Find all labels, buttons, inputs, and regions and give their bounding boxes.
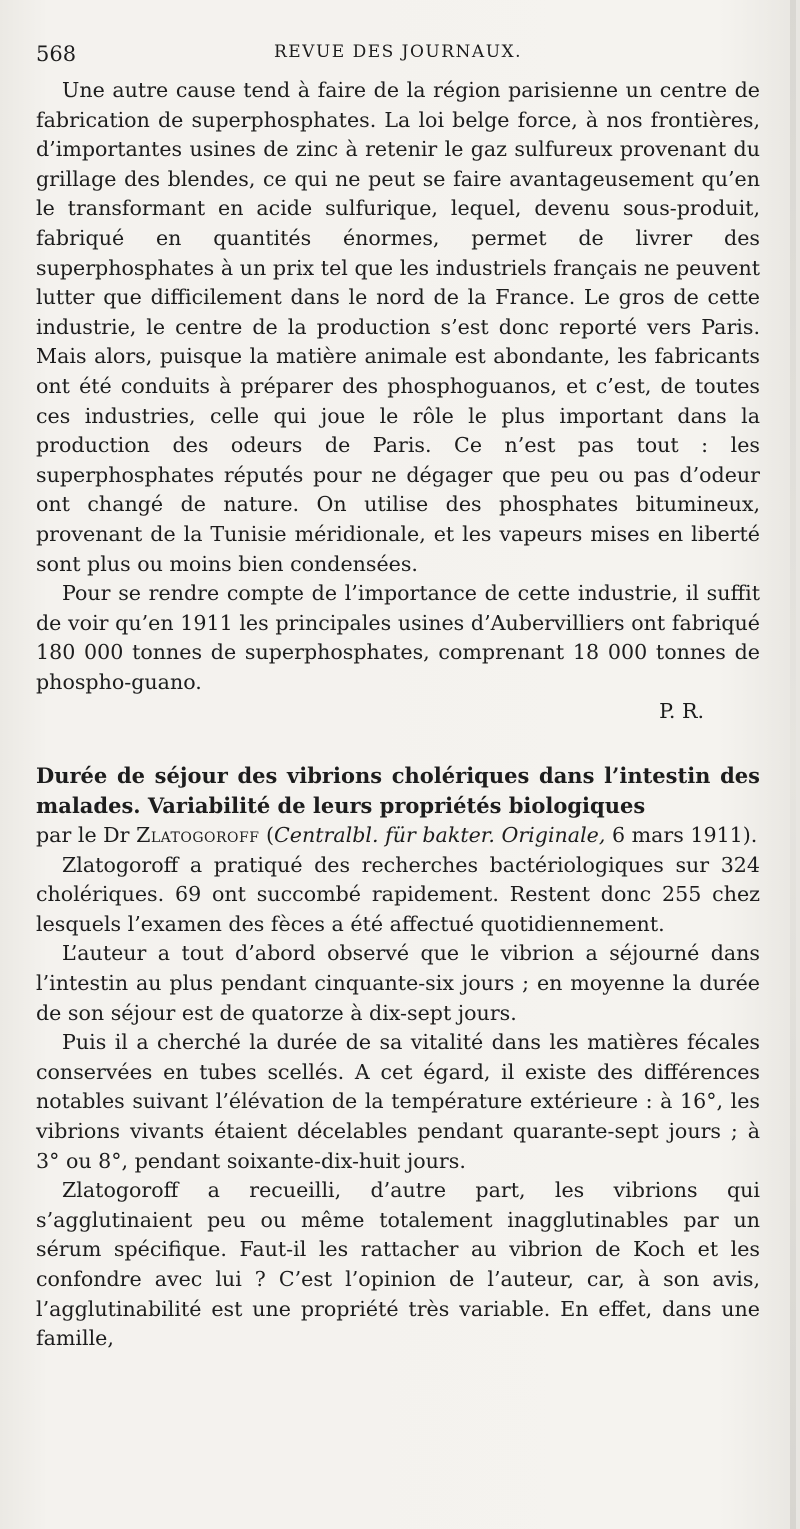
paragraph-vitality: Puis il a cherché la durée de sa vitalité dans les matières fécales conservées en tubes scellés. A cet égard, il existe des différences notables suivant l’élévation de la température extérieure : à 16°, les vibrions vivants étaient décelables pendant quarante-sept jours ; à 3° ou 8°, pendant soixante-dix-huit jours. (36, 1030, 760, 1173)
source-journal: Centralbl. für bakter. Originale, (274, 823, 606, 848)
author-name: Zlatogoroff (136, 823, 260, 848)
page-body (36, 76, 760, 1354)
page-edge-shadow (790, 0, 796, 1529)
paragraph-agglutination: Zlatogoroff a recueilli, d’autre part, les vibrions qui s’agglutinaient peu ou même totalement inagglutinables par un sérum spécifique. Faut-il les rattacher au vibrion de Koch et les confondre avec lui ? C’est l’opinion de l’auteur, car, à son avis, l’agglutinabilité est une propriété très variable. En effet, dans une famille, (36, 1178, 760, 1351)
running-title: REVUE DES JOURNAUX. (273, 42, 523, 62)
section-gap (36, 727, 760, 761)
source-date: 6 mars 1911). (605, 823, 758, 848)
article-byline (36, 821, 760, 851)
paragraph-duration: L’auteur a tout d’abord observé que le vibrion a séjourné dans l’intestin au plus pendant cinquante-six jours ; en moyenne la durée de son séjour est de quatorze à dix-sept jours. (36, 941, 760, 1025)
byline-prefix: par le Dr (36, 823, 137, 848)
signature-initials: P. R. (659, 699, 704, 724)
page-header (36, 36, 760, 68)
source-open: ( (259, 823, 275, 848)
page-number: 568 (36, 42, 77, 66)
article-title: Durée de séjour des vibrions cholériques dans l’intestin des malades. Variabilité de leurs propriétés biologiques (36, 763, 760, 819)
paragraph-aubervilliers: Pour se rendre compte de l’importance de cette industrie, il suffit de voir qu’en 1911 les principales usines d’Aubervilliers ont fabriqué 180 000 tonnes de superphosphates, comprenant 18 000 tonnes de phospho-guano. (36, 581, 760, 694)
paragraph-parisian-industry: Une autre cause tend à faire de la région parisienne un centre de fabrication de superphosphates. La loi belge force, à nos frontières, d’importantes usines de zinc à retenir le gaz sulfureux provenant du grillage des blendes, ce qui ne peut se faire avantageusement qu’en le transformant en acide sulfurique, lequel, devenu sous-produit, fabriqué en quantités énormes, permet de livrer des superphosphates à un prix tel que les industriels français ne peuvent lutter que difficilement dans le nord de la France. Le gros de cette industrie, le centre de la production s’est donc reporté vers Paris. Mais alors, puisque la matière animale est abondante, les fabricants ont été conduits à préparer des phosphoguanos, et c’est, de toutes ces industries, celle qui joue le rôle le plus important dans la production des odeurs de Paris. Ce n’est pas tout : les superphosphates réputés pour ne dégager que peu ou pas d’odeur ont changé de nature. On utilise des phosphates bitumineux, provenant de la Tunisie méridionale, et les vapeurs mises en liberté sont plus ou moins bien condensées. (36, 78, 760, 576)
paragraph-research: Zlatogoroff a pratiqué des recherches bactériologiques sur 324 cholériques. 69 ont succombé rapidement. Restent donc 255 chez lesquels l’examen des fèces a été affectué quotidiennement. (36, 852, 760, 936)
